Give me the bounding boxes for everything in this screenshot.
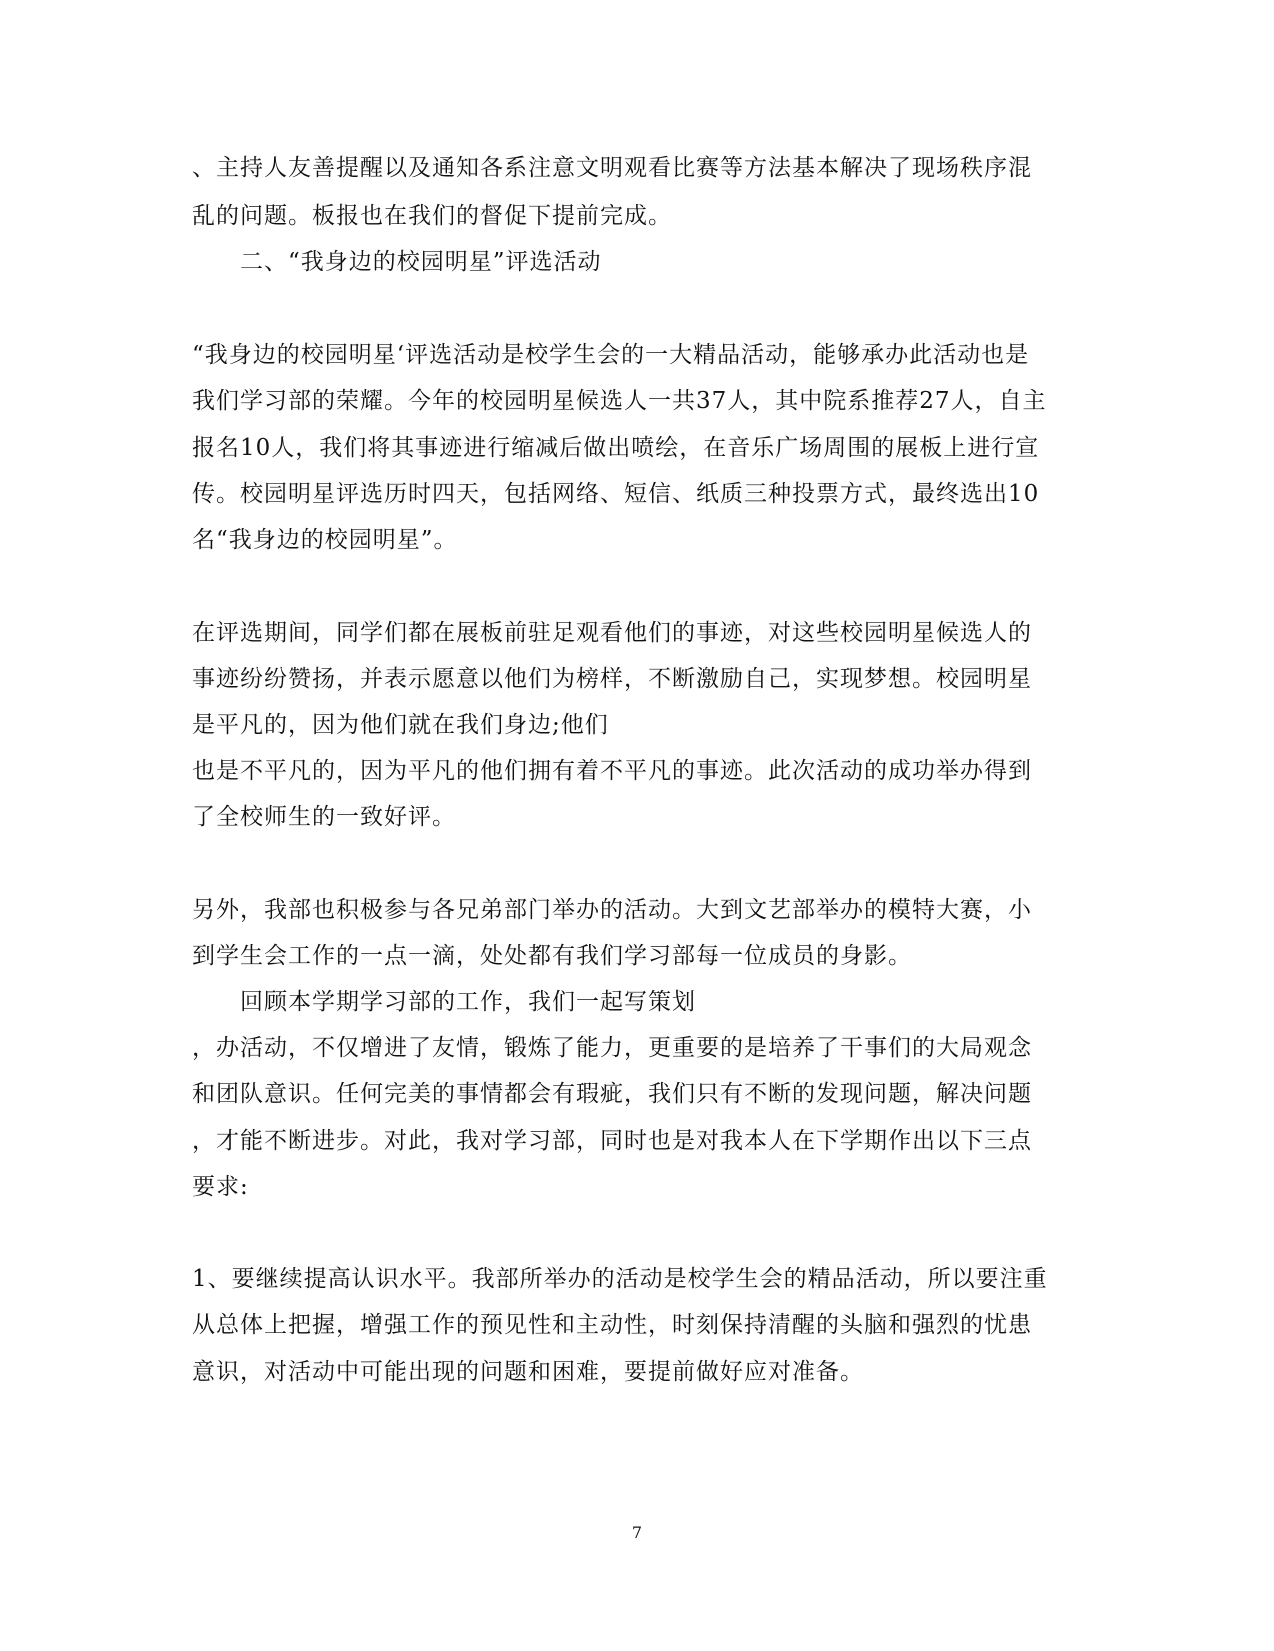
text-line: 要求: [192, 1174, 249, 1200]
text-line: 我们学习部的荣耀。今年的校园明星候选人一共37人，其中院系推荐27人，自主 [192, 388, 1047, 414]
text-line: 1、要继续提高认识水平。我部所举办的活动是校学生会的精品活动，所以要注重 [192, 1266, 1048, 1292]
text-line: 到学生会工作的一点一滴，处处都有我们学习部每一位成员的身影。 [192, 943, 912, 969]
text-line: 也是不平凡的，因为平凡的他们拥有着不平凡的事迹。此次活动的成功举办得到 [192, 758, 1032, 784]
text-line: 在评选期间，同学们都在展板前驻足观看他们的事迹，对这些校园明星候选人的 [192, 620, 1032, 646]
text-line: 回顾本学期学习部的工作，我们一起写策划 [240, 989, 696, 1015]
text-line: 报名10人，我们将其事迹进行缩减后做出喷绘，在音乐广场周围的展板上进行宣 [192, 435, 1040, 461]
section-heading: 二、“我身边的校园明星”评选活动 [240, 249, 602, 275]
text-line: 乱的问题。板报也在我们的督促下提前完成。 [192, 203, 672, 229]
text-line: 意识，对活动中可能出现的问题和困难，要提前做好应对准备。 [192, 1359, 864, 1385]
page-number: 7 [631, 1523, 643, 1542]
text-line: ，办活动，不仅增进了友情，锻炼了能力，更重要的是培养了干事们的大局观念 [192, 1035, 1032, 1061]
text-line: 了全校师生的一致好评。 [192, 804, 456, 830]
text-line: 和团队意识。任何完美的事情都会有瑕疵，我们只有不断的发现问题，解决问题 [192, 1081, 1032, 1107]
text-line: 名“我身边的校园明星”。 [192, 527, 458, 553]
text-line: “我身边的校园明星‘评选活动是校学生会的一大精品活动，能够承办此活动也是 [192, 342, 1030, 368]
text-line: 从总体上把握，增强工作的预见性和主动性，时刻保持清醒的头脑和强烈的忧患 [192, 1312, 1032, 1338]
text-line: 事迹纷纷赞扬，并表示愿意以他们为榜样，不断激励自己，实现梦想。校园明星 [192, 666, 1032, 692]
text-line: 另外，我部也积极参与各兄弟部门举办的活动。大到文艺部举办的模特大赛，小 [192, 897, 1032, 923]
text-line: 、主持人友善提醒以及通知各系注意文明观看比赛等方法基本解决了现场秩序混 [192, 155, 1032, 181]
text-line: 是平凡的，因为他们就在我们身边;他们 [192, 712, 609, 738]
text-line: 传。校园明星评选历时四天，包括网络、短信、纸质三种投票方式，最终选出10 [192, 481, 1040, 507]
text-line: ，才能不断进步。对此，我对学习部，同时也是对我本人在下学期作出以下三点 [192, 1128, 1032, 1154]
